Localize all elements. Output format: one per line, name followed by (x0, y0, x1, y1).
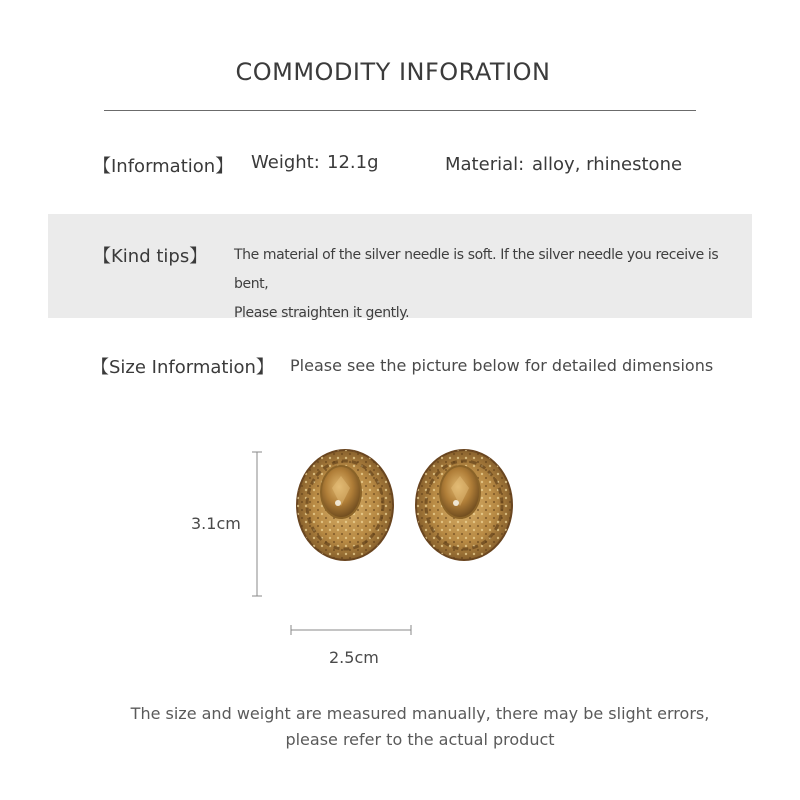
left-earring (297, 450, 393, 560)
disclaimer-line-1: The size and weight are measured manually, there may be slight errors, (130, 704, 710, 723)
weight-label: Weight: (251, 152, 320, 173)
height-dimension-label: 3.1cm (191, 514, 241, 533)
disclaimer-line-2: please refer to the actual product (285, 730, 555, 749)
earrings-image (240, 440, 540, 640)
page-title: COMMODITY INFORATION (235, 58, 551, 86)
kind-tips-line-2: Please straighten it gently. (234, 305, 410, 321)
weight-value: 12.1g (327, 152, 379, 173)
information-label: 【Information】 (93, 156, 234, 177)
size-information-note: Please see the picture below for detailed dimensions (290, 356, 714, 375)
kind-tips-line-1: The material of the silver needle is soft. If the silver needle you receive is bent, (234, 247, 719, 292)
right-earring (416, 450, 512, 560)
width-dimension-label: 2.5cm (329, 648, 379, 667)
title-divider (104, 110, 696, 111)
kind-tips-text (234, 241, 734, 328)
kind-tips-label: 【Kind tips】 (93, 246, 208, 267)
size-information-label: 【Size Information】 (91, 357, 274, 378)
disclaimer-note (0, 701, 800, 753)
material-label: Material: (445, 154, 525, 175)
material-value: alloy, rhinestone (532, 154, 683, 175)
